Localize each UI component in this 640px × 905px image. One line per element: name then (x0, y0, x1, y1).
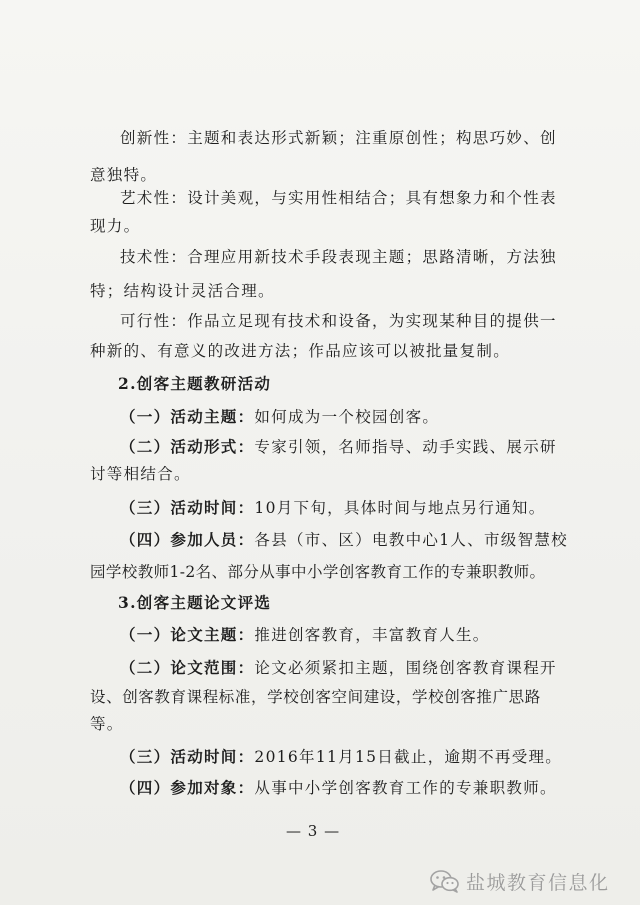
section-3-item-2-cont-2 (90, 714, 124, 734)
watermark-text: 盐城教育信息化 (466, 871, 610, 894)
item-label: （二）论文范围： (120, 658, 255, 677)
criteria-line-2: 意独特。 (90, 166, 158, 184)
criteria-line-1: 创新性：主题和表达形式新颖；注重原创性；构思巧妙、创 (120, 129, 557, 147)
item-text: 设、创客教育课程标准，学校创客空间建设，学校创客推广思路 (90, 688, 541, 706)
criteria-line-5: 技术性：合理应用新技术手段表现主题；思路清晰，方法独 (120, 248, 557, 266)
item-label: （四）参加人员： (120, 530, 255, 549)
criteria-line-3: 艺术性：设计美观，与实用性相结合；具有想象力和个性表 (120, 189, 557, 207)
item-text: 推进创客教育，丰富教育人生。 (254, 626, 490, 644)
page-number: — 3 — (286, 822, 341, 840)
section-2-heading: 2.创客主题教研活动 (118, 374, 272, 393)
section-3-item-3 (120, 747, 562, 767)
section-2-item-4 (120, 530, 568, 550)
section-2-item-3 (120, 498, 546, 518)
section-3-item-4 (120, 778, 557, 798)
item-text: 各县（市、区）电教中心1人、市级智慧校 (254, 531, 568, 549)
item-label: （三）活动时间： (120, 747, 255, 766)
criteria-line-7: 可行性：作品立足现有技术和设备，为实现某种目的提供一 (120, 312, 557, 330)
section-3-heading: 3.创客主题论文评选 (118, 593, 272, 612)
item-text: 从事中小学创客教育工作的专兼职教师。 (254, 779, 557, 797)
item-text: 园学校教师1-2名、部分从事中小学创客教育工作的专兼职教师。 (90, 563, 546, 581)
section-2-item-4-cont (90, 562, 545, 582)
item-label: （三）活动时间： (120, 498, 255, 517)
section-3-item-2 (120, 658, 557, 678)
item-label: （一）活动主题： (120, 407, 255, 426)
item-label: （一）论文主题： (120, 625, 255, 644)
section-3-item-1 (120, 625, 490, 645)
wechat-icon (430, 869, 460, 893)
section-3-item-2-cont (90, 687, 541, 707)
item-text: 如何成为一个校园创客。 (254, 408, 440, 426)
item-label: （四）参加对象： (120, 778, 255, 797)
item-label: （二）活动形式： (120, 437, 255, 456)
criteria-line-6: 特；结构设计灵活合理。 (90, 282, 275, 300)
criteria-line-8: 种新的、有意义的改进方法；作品应该可以被批量复制。 (90, 342, 511, 360)
item-text: 2016年11月15日截止，逾期不再受理。 (254, 748, 563, 766)
item-text: 论文必须紧扣主题，围绕创客教育课程开 (254, 659, 557, 677)
item-text: 10月下旬，具体时间与地点另行通知。 (254, 499, 546, 517)
section-2-item-2 (120, 437, 557, 457)
criteria-line-4: 现力。 (90, 217, 141, 235)
item-text: 等。 (90, 715, 124, 733)
wechat-watermark (430, 868, 610, 894)
section-2-item-2-cont (90, 464, 191, 484)
item-text: 专家引领，名师指导、动手实践、展示研 (254, 438, 557, 456)
section-2-item-1 (120, 407, 439, 427)
item-text: 讨等相结合。 (90, 465, 191, 483)
